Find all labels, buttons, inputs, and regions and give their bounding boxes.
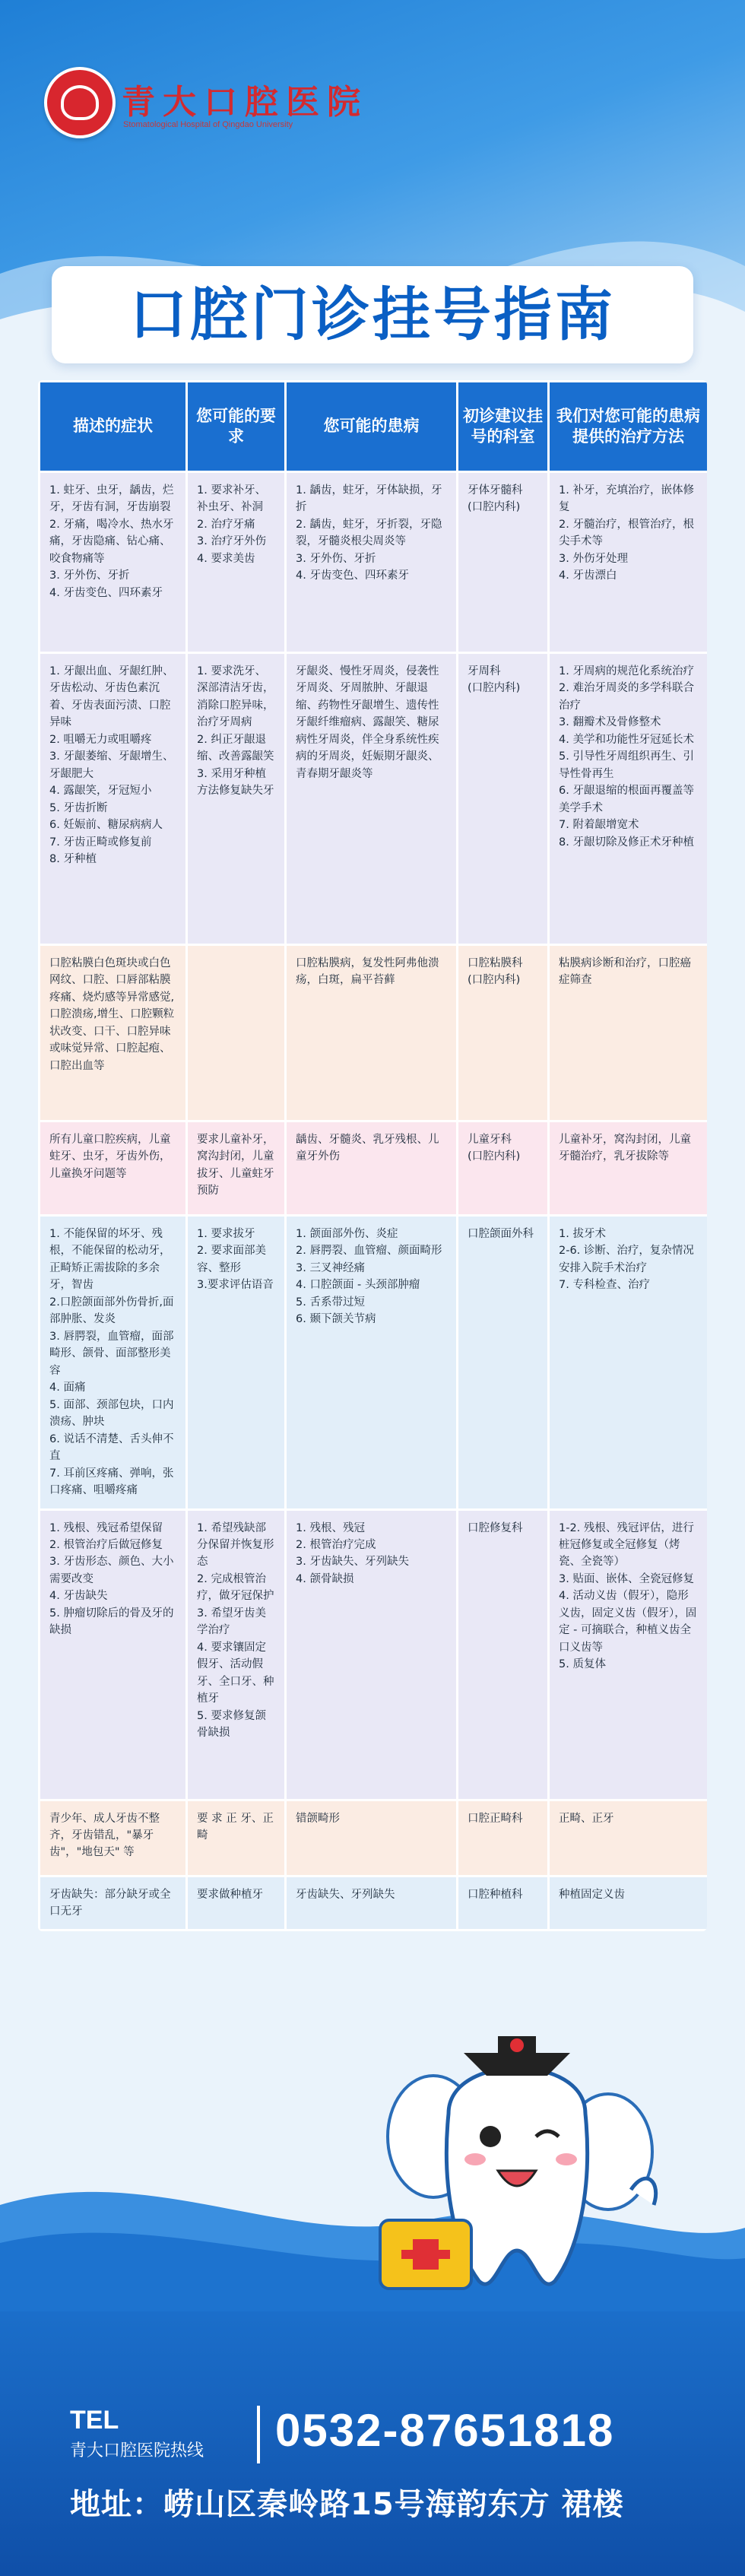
header-symptoms: 描述的症状 <box>40 382 187 472</box>
hospital-logo <box>44 67 116 138</box>
cell-symptoms: 所有儿童口腔疾病，儿童蛀牙、虫牙，牙齿外伤，儿童换牙问题等 <box>40 1121 187 1216</box>
cell-symptoms: 1. 不能保留的坏牙、残根，不能保留的松动牙，正畸矫正需拔除的多余牙，智齿 2.口腔颌面部外伤骨折,面部肿胀、发炎 3. 唇腭裂，血管瘤，面部畸形、颌骨、面部整形美容 4. 面痛 5. 面部、颈部包块，口内溃疡、肿块 6. 说话不清楚、舌头伸不直 7. 耳前区疼痛、弹响，张口疼痛、咀嚼疼痛 <box>40 1216 187 1510</box>
cell-treatments: 1. 补牙，充填治疗，嵌体修复 2. 牙髓治疗，根管治疗，根尖手术等 3. 外伤牙处理 4. 牙齿漂白 <box>549 472 708 653</box>
table-row <box>40 1509 708 1800</box>
cell-treatments: 1. 牙周病的规范化系统治疗 2. 难治牙周炎的多学科联合治疗 3. 翻瓣术及骨修整术 4. 美学和功能性牙冠延长术 5. 引导性牙周组织再生、引导性骨再生 6. 牙龈退缩的根面再覆盖等美学手术 7. 附着龈增宽术 8. 牙龈切除及修正术牙种植 <box>549 653 708 945</box>
cell-department: 口腔种植科 <box>458 1876 549 1930</box>
cell-requests: 要求做种植牙 <box>187 1876 286 1930</box>
phone-divider <box>257 2406 260 2463</box>
header-diseases: 您可能的患病 <box>286 382 458 472</box>
cell-treatments: 1. 拔牙术 2-6. 诊断、治疗，复杂情况安排入院手术治疗 7. 专科检查、治疗 <box>549 1216 708 1510</box>
table-row <box>40 1216 708 1510</box>
cell-department: 牙体牙髓科 (口腔内科) <box>458 472 549 653</box>
phone-number[interactable]: 0532-87651818 <box>275 2405 615 2456</box>
table-header-row <box>40 382 708 472</box>
table-row <box>40 1121 708 1216</box>
cell-requests <box>187 945 286 1121</box>
cell-symptoms: 牙齿缺失：部分缺牙或全口无牙 <box>40 1876 187 1930</box>
cell-requests: 要 求 正 牙、正畸 <box>187 1800 286 1876</box>
header-treatments: 我们对您可能的患病提供的治疗方法 <box>549 382 708 472</box>
address: 地址：崂山区秦岭路15号海韵东方 裙楼 <box>70 2487 624 2522</box>
table-row <box>40 1876 708 1930</box>
cell-department: 口腔颌面外科 <box>458 1216 549 1510</box>
cell-diseases: 1. 龋齿，蛀牙，牙体缺损，牙折 2. 龋齿，蛀牙，牙折裂，牙隐裂，牙髓炎根尖周炎等 3. 牙外伤、牙折 4. 牙齿变色、四环素牙 <box>286 472 458 653</box>
table-row <box>40 945 708 1121</box>
cell-diseases: 1. 残根、残冠 2. 根管治疗完成 3. 牙齿缺失、牙列缺失 4. 颌骨缺损 <box>286 1509 458 1800</box>
cell-department: 口腔正畸科 <box>458 1800 549 1876</box>
header-requests: 您可能的要求 <box>187 382 286 472</box>
cell-treatments: 正畸、正牙 <box>549 1800 708 1876</box>
cell-requests: 要求儿童补牙，窝沟封闭，儿童拔牙、儿童蛀牙预防 <box>187 1121 286 1216</box>
table-row <box>40 653 708 945</box>
cell-department: 儿童牙科 (口腔内科) <box>458 1121 549 1216</box>
cell-requests: 1. 要求洗牙、深部清洁牙齿，消除口腔异味，治疗牙周病 2. 纠正牙龈退缩、改善露龈笑 3. 采用牙种植方法修复缺失牙 <box>187 653 286 945</box>
title-card <box>52 266 693 363</box>
cell-symptoms: 1. 牙龈出血、牙龈红肿、牙齿松动、牙齿色素沉着、牙齿表面污渍、口腔异味 2. 咀嚼无力或咀嚼疼 3. 牙龈萎缩、牙龈增生、牙龈肥大 4. 露龈笑，牙冠短小 5. 牙齿折断 6. 妊娠前、糖尿病病人 7. 牙齿正畸或修复前 8. 牙种植 <box>40 653 187 945</box>
cell-department: 牙周科 (口腔内科) <box>458 653 549 945</box>
hotline-name: 青大口腔医院热线 <box>70 2441 204 2460</box>
cell-diseases: 1. 颌面部外伤、炎症 2. 唇腭裂、血管瘤、颜面畸形 3. 三叉神经痛 4. 口腔颌面 - 头颈部肿瘤 5. 舌系带过短 6. 颞下颌关节病 <box>286 1216 458 1510</box>
cell-symptoms: 口腔粘膜白色斑块或白色网纹、口腔、口唇部粘膜疼痛、烧灼感等异常感觉,口腔溃疡,增生、口腔颗粒状改变、口干、口腔异味或味觉异常、口腔起疱、口腔出血等 <box>40 945 187 1121</box>
cell-treatments: 1-2. 残根、残冠评估，进行桩冠修复或全冠修复（烤瓷、全瓷等） 3. 贴面、嵌体、全瓷冠修复 4. 活动义齿（假牙），隐形义齿，固定义齿（假牙），固定 - 可摘联合，种植义齿全口义齿等 5. 质复体 <box>549 1509 708 1800</box>
hospital-name: 青大口腔医院 <box>122 83 368 122</box>
cell-diseases: 龋齿、牙髓炎、乳牙残根、儿童牙外伤 <box>286 1121 458 1216</box>
cell-requests: 1. 要求拔牙 2. 要求面部美容、整形 3.要求评估语音 <box>187 1216 286 1510</box>
cell-symptoms: 青少年、成人牙齿不整齐，牙齿错乱，"暴牙齿"，"地包天" 等 <box>40 1800 187 1876</box>
cell-department: 口腔粘膜科 (口腔内科) <box>458 945 549 1121</box>
guide-table <box>38 380 707 1931</box>
cell-requests: 1. 希望残缺部分保留并恢复形态 2. 完成根管治疗，做牙冠保护 3. 希望牙齿美学治疗 4. 要求镶固定假牙、活动假牙、全口牙、种植牙 5. 要求修复颌骨缺损 <box>187 1509 286 1800</box>
tel-label: TEL <box>70 2406 119 2435</box>
page-title: 口腔门诊挂号指南 <box>129 281 616 348</box>
tooth-mascot-illustration <box>334 2022 684 2311</box>
cell-requests: 1. 要求补牙、补虫牙、补洞 2. 治疗牙痛 3. 治疗牙外伤 4. 要求美齿 <box>187 472 286 653</box>
cell-diseases: 牙龈炎、慢性牙周炎，侵袭性牙周炎、牙周脓肿、牙龈退缩、药物性牙龈增生、遗传性牙龈纤维瘤病、露龈笑、糖尿病性牙周炎，伴全身系统性疾病的牙周炎，妊娠期牙龈炎、青春期牙龈炎等 <box>286 653 458 945</box>
cell-diseases: 口腔粘膜病，复发性阿弗他溃疡，白斑，扁平苔藓 <box>286 945 458 1121</box>
cell-symptoms: 1. 残根、残冠希望保留 2. 根管治疗后做冠修复 3. 牙齿形态、颜色、大小需要改变 4. 牙齿缺失 5. 肿瘤切除后的骨及牙的缺损 <box>40 1509 187 1800</box>
table-row <box>40 1800 708 1876</box>
cell-treatments: 粘膜病诊断和治疗，口腔癌症筛查 <box>549 945 708 1121</box>
cell-department: 口腔修复科 <box>458 1509 549 1800</box>
cell-treatments: 种植固定义齿 <box>549 1876 708 1930</box>
header-department: 初诊建议挂号的科室 <box>458 382 549 472</box>
table-row <box>40 472 708 653</box>
cell-treatments: 儿童补牙，窝沟封闭，儿童牙髓治疗，乳牙拔除等 <box>549 1121 708 1216</box>
cell-diseases: 牙齿缺失、牙列缺失 <box>286 1876 458 1930</box>
hospital-english-name: Stomatological Hospital of Qingdao University <box>123 120 293 129</box>
cell-symptoms: 1. 蛀牙、虫牙，龋齿，烂牙，牙齿有洞，牙齿崩裂 2. 牙痛，喝冷水、热水牙痛，牙齿隐痛、钻心痛、咬食物痛等 3. 牙外伤、牙折 4. 牙齿变色、四环素牙 <box>40 472 187 653</box>
cell-diseases: 错颌畸形 <box>286 1800 458 1876</box>
